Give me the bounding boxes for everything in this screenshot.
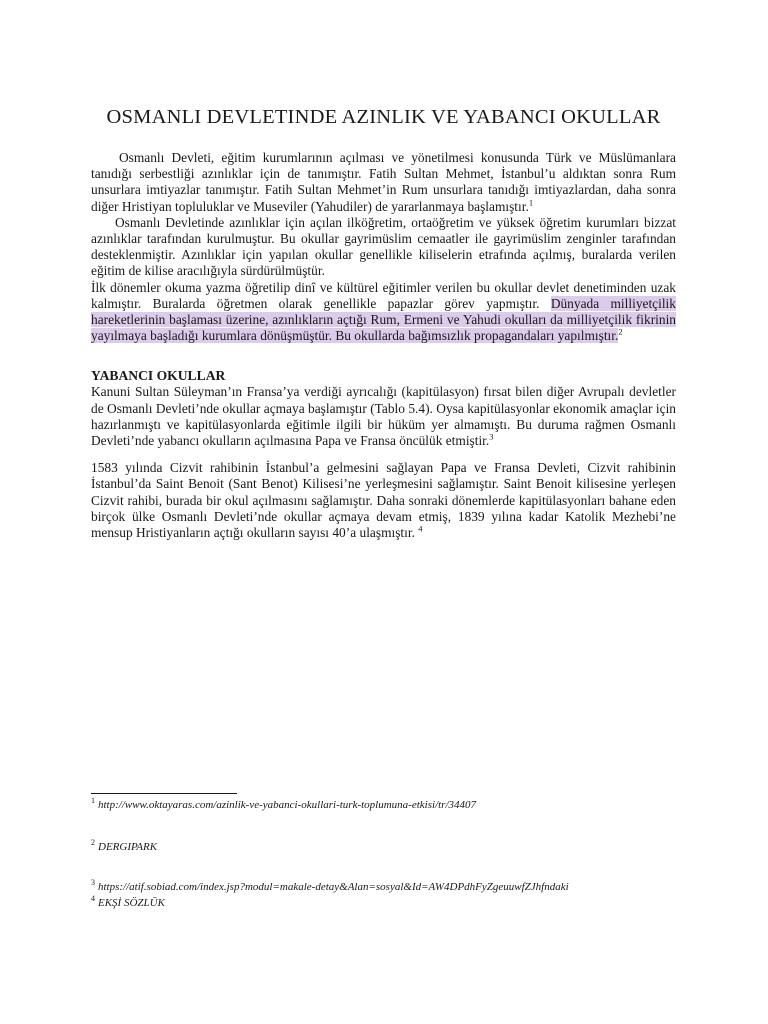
footnote-2 xyxy=(91,838,158,854)
footnote-1-link[interactable]: http://www.oktayaras.com/azinlik-ve-yabanci-okullari-turk-toplumuna-etkisi/tr/34407 xyxy=(98,799,477,811)
paragraph-nationalism-text: İlk dönemler okuma yazma öğretilip dinî ve kültürel eğitimler verilen bu okullar devlet denetiminden uzak kalmıştır. Buralarda öğretmen olarak genellikle papazlar görev yapmıştır. xyxy=(91,279,676,311)
paragraph-intro xyxy=(91,150,676,215)
footnote-ref-4[interactable]: 4 xyxy=(418,523,423,534)
footnote-ref-3[interactable]: 3 xyxy=(489,431,494,442)
paragraph-jesuit-text: 1583 yılında Cizvit rahibinin İstanbul’a gelmesini sağlayan Papa ve Fransa Devleti, Cizvit rahibinin İstanbul’da Saint Benoit (Sant Benot) Kilisesi’ne yerleşmesini sağlamıştır. Saint Benoit kilisesine yerleşen Cizvit rahibi, burada bir okul açılmasını sağlamıştır. Daha sonraki dönemlerde kapitülasyonları bahane eden birçok ülke Osmanlı Devleti’nde okullar açmaya devam etmiş, 1839 yılına kadar Katolik Mezhebi’ne mensup Hristiyanların açtığı okulların sayısı 40’a ulaşmıştır. xyxy=(91,460,676,541)
footnote-2-number: 2 xyxy=(91,838,95,848)
paragraph-capitulations-text: Kanuni Sultan Süleyman’ın Fransa’ya verdiği ayrıcalığı (kapitülasyon) fırsat bilen diğer Avrupalı devletler de Osmanlı Devleti’nde okullar açmaya başlamıştır (Tablo 5.4). Oysa kapitülasyonlar ekonomik amaçlar için hazırlanmıştı ve kapitülasyonlarda eğitimle ilgili bir hüküm yer almamıştı. Bu duruma rağmen Osmanlı Devleti’nde yabancı okulların açılmasına Papa ve Fransa öncülük etmiştir. xyxy=(91,384,676,449)
document-page xyxy=(91,0,676,541)
footnote-1-number: 1 xyxy=(91,796,95,806)
paragraph-minority-schools xyxy=(91,215,676,280)
footnote-4-text: EKŞİ SÖZLÜK xyxy=(98,897,165,909)
footnote-3-link[interactable]: https://atif.sobiad.com/index.jsp?modul=makale-detay&Alan=sosyal&Id=AW4DPdhFyZgeuuwfZJhfndaki xyxy=(98,881,569,893)
highlighted-text: Dünyada milliyetçilik hareketlerinin başlaması üzerine, azınlıkların açtığı Rum, Ermeni ve Yahudi okulları da milliyetçilik fikrinin yayılmaya başladığı kurumlara dönüşmüştür. Bu okullarda bağımsızlık propagandaları yapılmıştır. xyxy=(91,295,676,344)
footnote-3 xyxy=(91,878,569,894)
footnote-4 xyxy=(91,894,165,910)
footnote-3-number: 3 xyxy=(91,878,95,888)
paragraph-minority-schools-text: Osmanlı Devletinde azınlıklar için açılan ilköğretim, ortaöğretim ve yüksek öğretim kurumları bizzat azınlıklar tarafından kurulmuştur. Bu okullar gayrimüslim cemaatler ile gayrimüslim zenginler tarafından desteklenmiştir. Azınlıklar için yapılan okullar genellikle kiliselerin etrafında açılmış, buralarda verilen eğitim de kilise aracılığıyla sürdürülmüştür. xyxy=(91,214,676,279)
paragraph-nationalism xyxy=(91,280,676,345)
footnote-separator xyxy=(91,793,237,794)
footnote-1 xyxy=(91,796,477,812)
paragraph-intro-text: Osmanlı Devleti, eğitim kurumlarının açılması ve yönetilmesi konusunda Türk ve Müslümanlara tanıdığı serbestliği azınlıklar için de tanımıştır. Fatih Sultan Mehmet, İstanbul’u aldıktan sonra Rum unsurlara imtiyazlar tanımıştır. Fatih Sultan Mehmet’in Rum unsurlara tanıdığı imtiyazlardan, daha sonra diğer Hristiyan topluluklar ve Museviler (Yahudiler) de yararlanmaya başlamıştır. xyxy=(91,150,676,214)
paragraph-jesuit xyxy=(91,460,676,541)
footnote-ref-2[interactable]: 2 xyxy=(618,326,623,337)
footnote-ref-1[interactable]: 1 xyxy=(528,197,534,208)
document-title: OSMANLI DEVLETINDE AZINLIK VE YABANCI OKULLAR xyxy=(106,106,661,128)
footnote-2-text: DERGIPARK xyxy=(98,841,158,853)
paragraph-capitulations xyxy=(91,384,676,449)
section-heading-foreign-schools: YABANCI OKULLAR xyxy=(91,368,226,384)
footnote-4-number: 4 xyxy=(91,894,95,904)
